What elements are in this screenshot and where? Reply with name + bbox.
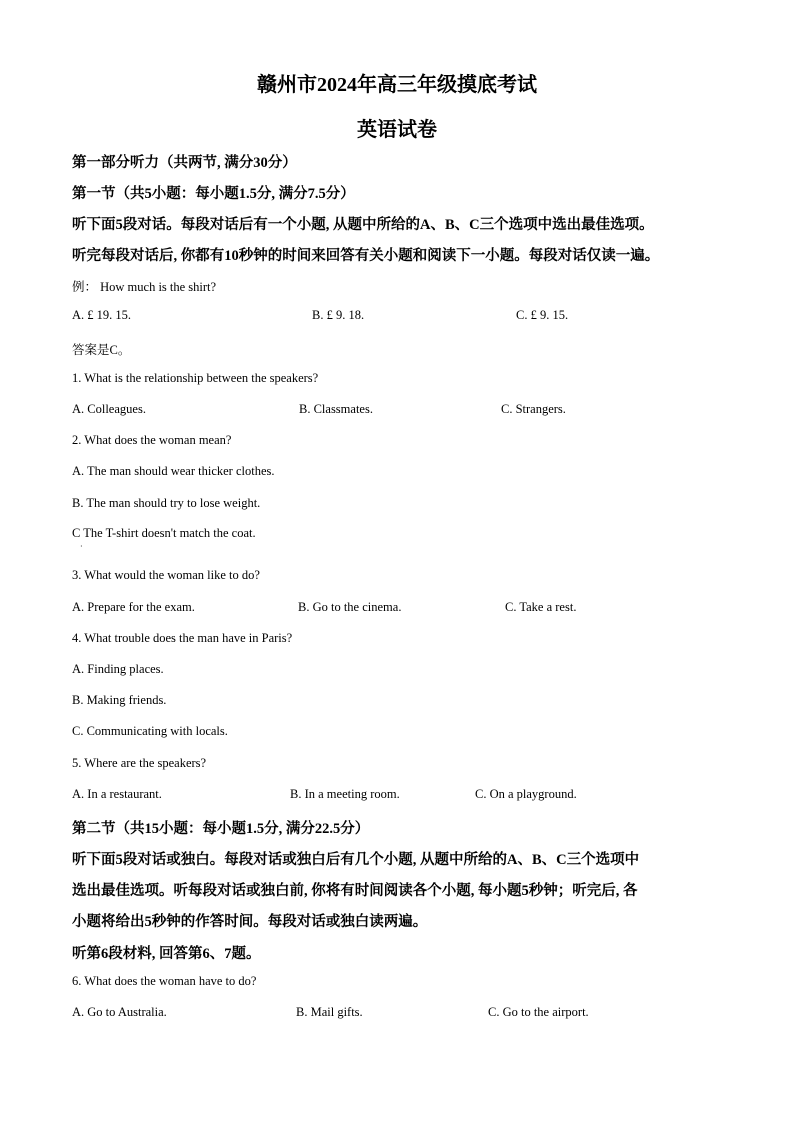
part1-heading: 第一部分听力（共两节, 满分30分） — [72, 155, 297, 171]
material-6-heading: 听第6段材料, 回答第6、7题。 — [72, 946, 261, 962]
section1-instruction-2: 听完每段对话后, 你都有10秒钟的时间来回答有关小题和阅读下一小题。每段对话仅读一遍。 — [72, 248, 660, 264]
section1-heading: 第一节（共5小题：每小题1.5分, 满分7.5分） — [72, 186, 355, 202]
question-4: 4. What trouble does the man have in Paris? — [72, 631, 293, 645]
section2-instruction-1: 听下面5段对话或独白。每段对话或独白后有几个小题, 从题中所给的A、B、C三个选项中 — [72, 852, 640, 868]
question-4-option-a: A. Finding places. — [72, 662, 164, 676]
question-2-option-a: A. The man should wear thicker clothes. — [72, 464, 275, 478]
section2-instruction-2: 选出最佳选项。听每段对话或独白前, 你将有时间阅读各个小题, 每小题5秒钟；听完后, 各 — [72, 883, 638, 899]
question-4-option-b: B. Making friends. — [72, 693, 167, 707]
question-2-option-b: B. The man should try to lose weight. — [72, 496, 261, 510]
question-3-option-c: C. Take a rest. — [505, 600, 577, 614]
exam-title: 赣州市2024年高三年级摸底考试 — [257, 74, 537, 96]
question-4-option-c: C. Communicating with locals. — [72, 724, 228, 738]
section1-instruction-1: 听下面5段对话。每段对话后有一个小题, 从题中所给的A、B、C三个选项中选出最佳选项。 — [72, 217, 654, 233]
exam-subtitle: 英语试卷 — [357, 119, 437, 141]
question-6-option-b: B. Mail gifts. — [296, 1005, 363, 1019]
question-1: 1. What is the relationship between the speakers? — [72, 371, 319, 385]
question-3: 3. What would the woman like to do? — [72, 568, 260, 582]
section2-instruction-3: 小题将给出5秒钟的作答时间。每段对话或独白读两遍。 — [72, 914, 428, 930]
question-6-option-a: A. Go to Australia. — [72, 1005, 167, 1019]
section2-heading: 第二节（共15小题：每小题1.5分, 满分22.5分） — [72, 821, 370, 837]
question-1-option-a: A. Colleagues. — [72, 402, 146, 416]
example-option-c: C. £ 9. 15. — [516, 308, 569, 322]
question-3-option-a: A. Prepare for the exam. — [72, 600, 195, 614]
question-6: 6. What does the woman have to do? — [72, 974, 257, 988]
question-5-option-a: A. In a restaurant. — [72, 787, 162, 801]
question-1-option-b: B. Classmates. — [299, 402, 373, 416]
stray-dot-mark: · — [80, 542, 83, 551]
example-answer: 答案是C。 — [72, 343, 131, 357]
example-option-b: B. £ 9. 18. — [312, 308, 365, 322]
question-5-option-c: C. On a playground. — [475, 787, 577, 801]
question-2: 2. What does the woman mean? — [72, 433, 232, 447]
example-question: 例： How much is the shirt? — [72, 280, 217, 294]
question-5-option-b: B. In a meeting room. — [290, 787, 400, 801]
question-6-option-c: C. Go to the airport. — [488, 1005, 589, 1019]
question-1-option-c: C. Strangers. — [501, 402, 566, 416]
example-option-a: A. £ 19. 15. — [72, 308, 132, 322]
question-2-option-c: C The T-shirt doesn't match the coat. — [72, 526, 256, 540]
question-3-option-b: B. Go to the cinema. — [298, 600, 402, 614]
question-5: 5. Where are the speakers? — [72, 756, 207, 770]
